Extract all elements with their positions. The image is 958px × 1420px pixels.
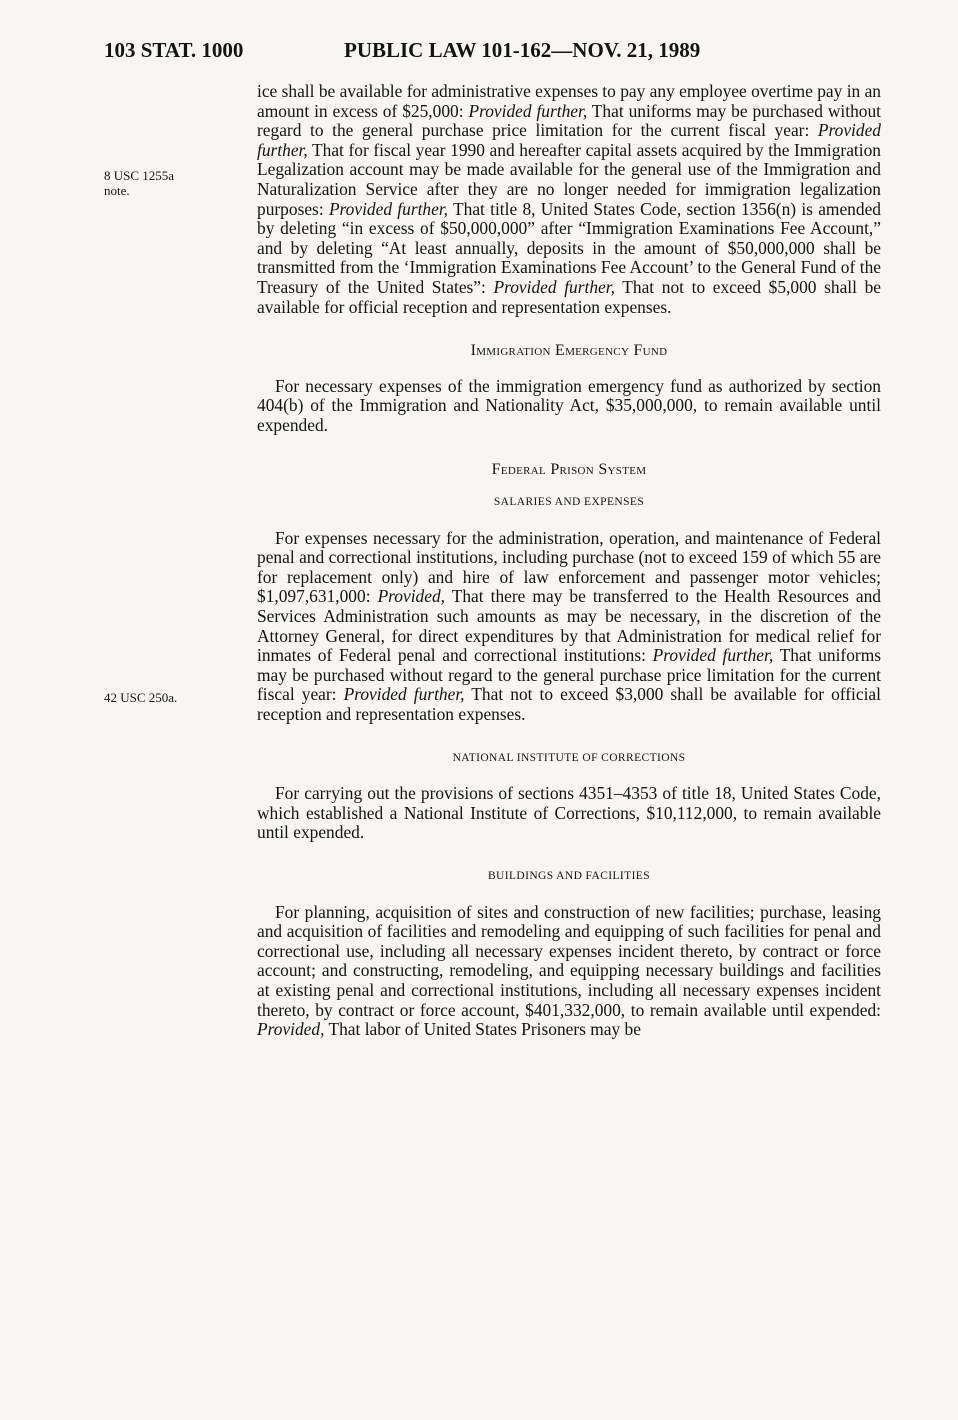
margin-note-line: note.	[104, 183, 130, 198]
page-header	[104, 38, 884, 70]
text-run: That there may be transferred to the Health Resources and Services Administration such amounts as may be necessary, in the discretion of the Attorney General, for direct expenditures by that Administration for medical relief for inmates of Federal penal and correctional institutions:	[257, 586, 881, 666]
italic-run: Provided,	[257, 1019, 325, 1040]
spacer	[257, 513, 881, 529]
paragraph-national-institute	[257, 784, 881, 843]
public-law-reference: PUBLIC LAW 101-162—NOV. 21, 1989	[344, 38, 701, 62]
spacer	[257, 479, 881, 493]
text-run: That not to exceed $3,000 shall be available for official reception and representation expenses.	[257, 684, 881, 725]
text-run: ice shall be available for administrative expenses to pay any employee overtime pay in an amount in excess of $25,000:	[257, 81, 881, 121]
subheading-national-institute-of-corrections: NATIONAL INSTITUTE OF CORRECTIONS	[452, 751, 686, 764]
spacer	[257, 436, 881, 460]
text-run: That not to exceed $5,000 shall be available for official reception and representation expenses.	[257, 276, 881, 317]
subheading-buildings-and-facilities: BUILDINGS AND FACILITIES	[487, 870, 651, 882]
text-run: That uniforms may be purchased without regard to the general purchase price limitation for the current fiscal year:	[257, 100, 881, 141]
italic-run: Provided further,	[468, 100, 588, 121]
text-run: For expenses necessary for the administration, operation, and maintenance of Federal penal and correctional institutions, including purchase (not to exceed 159 of which 55 are for replacement only) and hire of law enforcement and passenger motor vehicles; $1,097,631,000:	[257, 527, 881, 607]
italic-run: Provided further,	[652, 645, 774, 666]
margin-note-42-usc	[104, 690, 224, 705]
spacer	[257, 843, 881, 867]
spacer	[257, 317, 881, 341]
margin-note-line: 8 USC 1255a	[104, 168, 175, 183]
document-body	[257, 82, 881, 1040]
text-run: For planning, acquisition of sites and construction of new facilities; purchase, leasing and acquisition of facilities and remodeling and equipping of such facilities for penal and correctional use, including all necessary expenses incident thereto, by contract or force account; and constructing, remodeling, and equipping necessary buildings and facilities at existing penal and correctional institutions, including all necessary expenses incident thereto, by contract or force account, $401,332,000, to remain available until expended:	[257, 901, 881, 1020]
paragraph-salaries	[257, 529, 881, 725]
italic-run: Provided further,	[257, 120, 881, 160]
spacer	[257, 768, 881, 784]
paragraph-continuation	[257, 82, 881, 317]
italic-run: Provided,	[377, 586, 446, 607]
text-run: For carrying out the provisions of sections 4351–4353 of title 18, United States Code, which established a National Institute of Corrections, $10,112,000, to remain available until expended.	[257, 783, 881, 843]
spacer	[257, 725, 881, 749]
text-run: That title 8, United States Code, section 1356(n) is amended by deleting “in excess of $50,000,000” after “Immigration Examinations Fee Account,” and by deleting “At least annually, deposits in the amount of $50,000,000 shall be transmitted from the ‘Immigration Examinations Fee Account’ to the General Fund of the Treasury of the United States”:	[257, 198, 881, 297]
section-heading-immigration-emergency-fund: Immigration Emergency Fund	[470, 342, 668, 360]
text-run: That for fiscal year 1990 and hereafter capital assets acquired by the Immigration Legalization account may be made available for the general use of the Immigration and Naturalization Service after they are no longer needed for immigration legalization purposes:	[257, 139, 881, 219]
margin-note-8-usc	[104, 168, 224, 198]
paragraph-emergency-fund	[257, 377, 881, 436]
spacer	[257, 361, 881, 377]
subheading-salaries-and-expenses: SALARIES AND EXPENSES	[493, 496, 645, 509]
section-heading-federal-prison-system: Federal Prison System	[491, 460, 647, 478]
italic-run: Provided further,	[328, 198, 449, 219]
margin-note-line: 42 USC 250a.	[104, 690, 178, 705]
spacer	[257, 887, 881, 903]
paragraph-buildings	[257, 903, 881, 1040]
italic-run: Provided further,	[493, 276, 615, 297]
text-run: That uniforms may be purchased without regard to the general purchase price limitation for the current fiscal year:	[257, 645, 881, 705]
text-run: For necessary expenses of the immigration emergency fund as authorized by section 404(b) of the Immigration and Nationality Act, $35,000,000, to remain available until expended.	[257, 375, 881, 435]
statute-reference: 103 STAT. 1000	[104, 38, 244, 62]
italic-run: Provided further,	[343, 684, 465, 705]
text-run: That labor of United States Prisoners may be	[324, 1019, 641, 1040]
